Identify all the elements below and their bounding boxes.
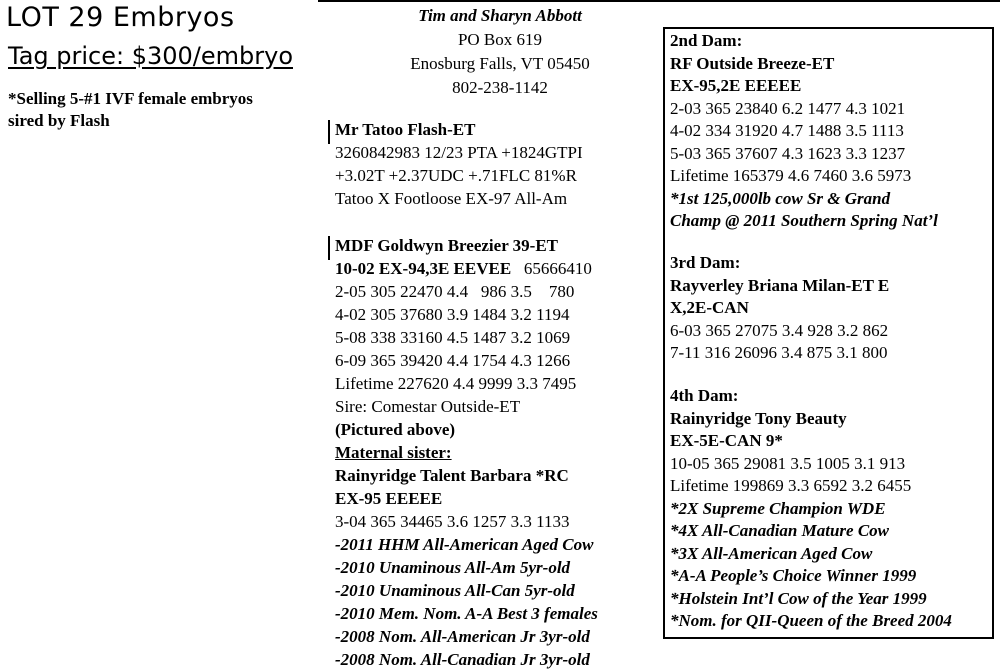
maternal-sister-name: Rainyridge Talent Barbara *RC bbox=[335, 466, 569, 485]
selling-line-1: *Selling 5-#1 IVF female embryos bbox=[8, 89, 253, 108]
fourth-dam-honor: *3X All-American Aged Cow bbox=[670, 543, 873, 563]
consignor-address-2: Enosburg Falls, VT 05450 bbox=[410, 54, 590, 73]
dam-record: 6-09 365 39420 4.4 1754 4.3 1266 bbox=[335, 351, 571, 370]
dam-class-line bbox=[335, 257, 598, 280]
third-dam-block bbox=[670, 252, 889, 365]
dam-registration: 65666410 bbox=[511, 259, 592, 278]
second-dam-heading: 2nd Dam: bbox=[670, 31, 743, 50]
second-dam-classification: EX-95,2E EEEEE bbox=[670, 76, 802, 95]
dam-lifetime: Lifetime 227620 4.4 9999 3.3 7495 bbox=[335, 374, 577, 393]
maternal-sister-honor: -2010 Unaminous All-Can 5yr-old bbox=[335, 581, 575, 600]
sire-line: Tatoo X Footloose EX-97 All-Am bbox=[335, 189, 568, 208]
consignor-block bbox=[350, 4, 650, 100]
third-dam-name: Rayverley Briana Milan-ET E bbox=[670, 275, 890, 295]
consignor-name: Tim and Sharyn Abbott bbox=[418, 6, 582, 25]
fourth-dam-honor: *Holstein Int’l Cow of the Year 1999 bbox=[670, 588, 927, 608]
fourth-dam-classification: EX-5E-CAN 9* bbox=[670, 431, 783, 450]
fourth-dam-block bbox=[670, 385, 952, 633]
fourth-dam-heading: 4th Dam: bbox=[670, 386, 739, 405]
fourth-dam-honor: *2X Supreme Champion WDE bbox=[670, 498, 886, 518]
maternal-sister-record: 3-04 365 34465 3.6 1257 3.3 1133 bbox=[335, 512, 570, 531]
dam-record: 5-08 338 33160 4.5 1487 3.2 1069 bbox=[335, 328, 571, 347]
dam-marker-bar bbox=[328, 236, 330, 260]
dam-classification: 10-02 EX-94,3E EEVEE bbox=[335, 259, 512, 278]
second-dam-record: 5-03 365 37607 4.3 1623 3.3 1237 bbox=[670, 143, 906, 163]
second-dam-block bbox=[670, 30, 938, 233]
second-dam-name: RF Outside Breeze-ET bbox=[670, 53, 835, 73]
dam-name: MDF Goldwyn Breezier 39-ET bbox=[335, 236, 559, 255]
sire-line: +3.02T +2.37UDC +.71FLC 81%R bbox=[335, 166, 577, 185]
fourth-dam-name: Rainyridge Tony Beauty bbox=[670, 408, 847, 428]
tag-price: Tag price: $300/embryo bbox=[8, 42, 293, 70]
second-dam-honor: *1st 125,000lb cow Sr & Grand bbox=[670, 188, 891, 208]
maternal-sister-heading: Maternal sister: bbox=[335, 443, 452, 462]
dam-sire: Sire: Comestar Outside-ET bbox=[335, 397, 521, 416]
maternal-sister-honor: -2011 HHM All-American Aged Cow bbox=[335, 535, 594, 554]
maternal-sister-honor: -2010 Mem. Nom. A-A Best 3 females bbox=[335, 604, 598, 623]
top-rule bbox=[318, 0, 1000, 2]
fourth-dam-record: 10-05 365 29081 3.5 1005 3.1 913 bbox=[670, 453, 906, 473]
fourth-dam-honor: *Nom. for QII-Queen of the Breed 2004 bbox=[670, 611, 952, 630]
lot-title: LOT 29 Embryos bbox=[6, 2, 235, 33]
sire-line: 3260842983 12/23 PTA +1824GTPI bbox=[335, 143, 583, 162]
fourth-dam-honor: *4X All-Canadian Mature Cow bbox=[670, 521, 890, 540]
dam-pictured: (Pictured above) bbox=[335, 420, 456, 439]
sire-block bbox=[335, 118, 583, 210]
fourth-dam-honor: *A-A People’s Choice Winner 1999 bbox=[670, 566, 917, 585]
third-dam-record: 7-11 316 26096 3.4 875 3.1 800 bbox=[670, 343, 888, 362]
maternal-sister-honor: -2008 Nom. All-American Jr 3yr-old bbox=[335, 627, 590, 646]
fourth-dam-lifetime: Lifetime 199869 3.3 6592 3.2 6455 bbox=[670, 476, 912, 495]
consignor-phone: 802-238-1142 bbox=[452, 78, 548, 97]
dam-record: 4-02 305 37680 3.9 1484 3.2 1194 bbox=[335, 305, 570, 324]
sire-marker-bar bbox=[328, 120, 330, 144]
second-dam-lifetime: Lifetime 165379 4.6 7460 3.6 5973 bbox=[670, 166, 912, 185]
selling-line-2: sired by Flash bbox=[8, 111, 110, 130]
dam-block bbox=[335, 234, 598, 671]
second-dam-record: 2-03 365 23840 6.2 1477 4.3 1021 bbox=[670, 98, 906, 118]
third-dam-classification: X,2E-CAN bbox=[670, 298, 749, 317]
second-dam-honor: Champ @ 2011 Southern Spring Nat’l bbox=[670, 211, 938, 230]
sire-name: Mr Tatoo Flash-ET bbox=[335, 120, 476, 139]
dam-record: 2-05 305 22470 4.4 986 3.5 780 bbox=[335, 282, 575, 301]
selling-note bbox=[8, 88, 308, 132]
maternal-sister-honor: -2008 Nom. All-Canadian Jr 3yr-old bbox=[335, 650, 590, 669]
consignor-address-1: PO Box 619 bbox=[457, 30, 543, 49]
third-dam-record: 6-03 365 27075 3.4 928 3.2 862 bbox=[670, 320, 889, 340]
second-dam-record: 4-02 334 31920 4.7 1488 3.5 1113 bbox=[670, 121, 904, 140]
maternal-sister-honor: -2010 Unaminous All-Am 5yr-old bbox=[335, 558, 571, 577]
maternal-sister-classification: EX-95 EEEEE bbox=[335, 489, 443, 508]
third-dam-heading: 3rd Dam: bbox=[670, 253, 741, 272]
